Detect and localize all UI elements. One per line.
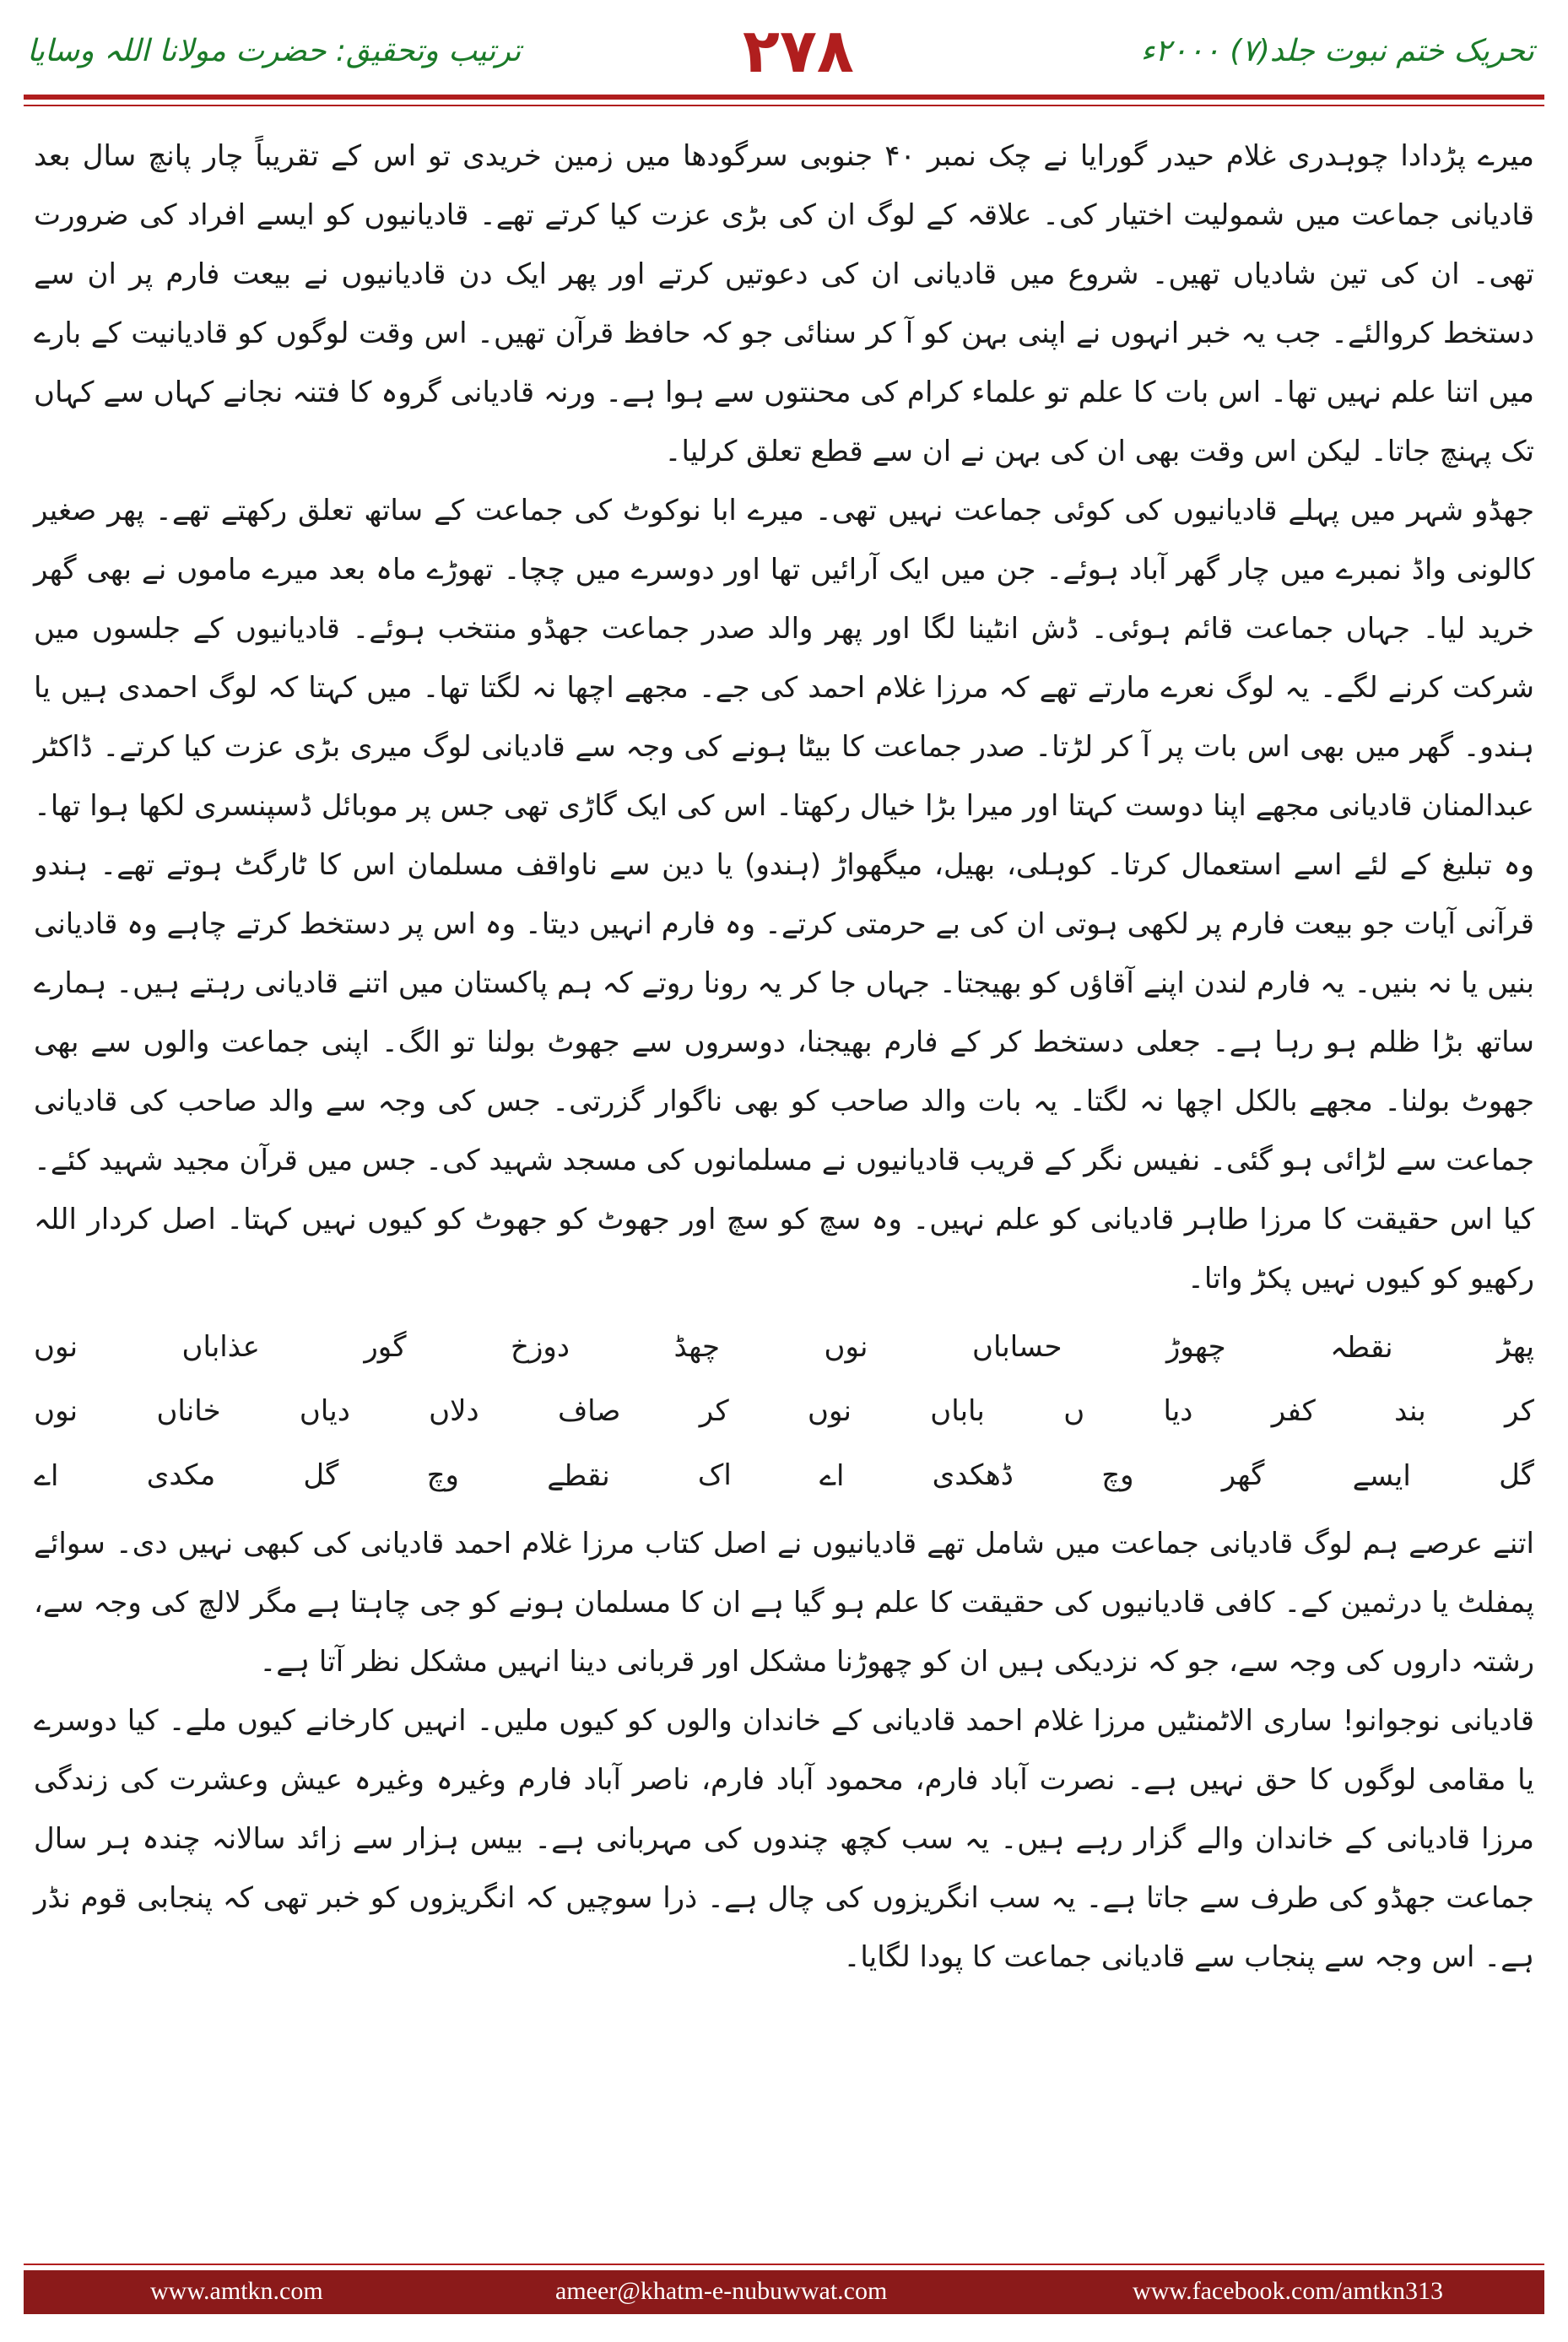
- verse-word: نوں: [34, 1330, 78, 1364]
- verse-word: دیا: [1163, 1394, 1193, 1428]
- verse-word: اک: [697, 1458, 732, 1492]
- verse-word: کر: [1505, 1394, 1534, 1428]
- paragraph-1: میرے پڑدادا چوہدری غلام حیدر گورایا نے چک نمبر ۴۰ جنوبی سرگودھا میں زمین خریدی تو اس کے تقریباً چار پانچ سال بعد قادیانی جماعت میں شمولیت اختیار کی۔ علاقہ کے لوگ ان کی بڑی عزت کیا کرتے تھے۔ قادیانیوں کو ایسے افراد کی ضرورت تھی۔ ان کی تین شادیاں تھیں۔ شروع میں قادیانی ان کی دعوتیں کرتے اور پھر ایک دن قادیانیوں نے بیعت فارم پر ان سے دستخط کروالئے۔ جب یہ خبر انہوں نے اپنی بہن کو آ کر سنائی جو کہ حافظ قرآن تھیں۔ اس وقت لوگوں کو قادیانیت کے بارے میں اتنا علم نہیں تھا۔ اس بات کا علم تو علماء کرام کی محنتوں سے ہوا ہے۔ ورنہ قادیانی گروہ کا فتنہ نجانے کہاں سے کہاں تک پہنچ جاتا۔ لیکن اس وقت بھی ان کی بہن نے ان سے قطع تعلق کرلیا۔: [34, 139, 1535, 468]
- verse-word: وچ: [426, 1458, 459, 1492]
- verse-line-2: [34, 1379, 1534, 1443]
- verse-word: کفر: [1271, 1394, 1316, 1428]
- verse-word: ں: [1063, 1394, 1085, 1428]
- verse-word: نوں: [824, 1330, 868, 1364]
- verse-word: اے: [34, 1458, 59, 1493]
- verse-word: اے: [819, 1458, 845, 1493]
- verse-word: چھڈ: [673, 1330, 720, 1364]
- verse-word: باباں: [930, 1394, 985, 1428]
- verse-word: پھڑ: [1497, 1330, 1534, 1364]
- page-footer: [0, 2264, 1568, 2342]
- verse-word: نوں: [34, 1394, 78, 1428]
- verse-word: چھوڑ: [1165, 1330, 1226, 1364]
- verse-word: وچ: [1101, 1458, 1134, 1492]
- email-link[interactable]: ameer@khatm-e-nubuwwat.com: [555, 2277, 888, 2305]
- verse-word: دلاں: [429, 1394, 479, 1428]
- book-title: تحریک ختم نبوت جلد(۷) ۲۰۰۰ء: [1140, 34, 1534, 68]
- verse-word: کر: [699, 1394, 729, 1428]
- page-number: ۲۷۸: [743, 15, 854, 86]
- facebook-link[interactable]: www.facebook.com/amtkn313: [1133, 2277, 1443, 2305]
- header-rule-thin: [24, 105, 1544, 106]
- verse-word: گل: [1499, 1458, 1534, 1492]
- verse-word: گور: [364, 1330, 407, 1364]
- verse-word: ڈھکدی: [932, 1458, 1014, 1492]
- verse-word: ایسے: [1352, 1458, 1411, 1493]
- verse-word: بند: [1394, 1394, 1426, 1428]
- verse-word: صاف: [557, 1394, 621, 1428]
- header-rule-thick: [24, 95, 1544, 100]
- paragraph-3: اتنے عرصے ہم لوگ قادیانی جماعت میں شامل تھے قادیانیوں نے اصل کتاب مرزا غلام احمد قادیانی کی کبھی نہیں دی۔ سوائے پمفلٹ یا درثمین کے۔ کافی قادیانیوں کی حقیقت کا علم ہو گیا ہے ان کا مسلمان ہونے کو جی چاہتا ہے مگر لالچ کی وجہ سے، رشتہ داروں کی وجہ سے، جو کہ نزدیکی ہیں ان کو چھوڑنا مشکل اور قربانی دینا انہیں مشکل نظر آتا ہے۔: [34, 1527, 1534, 1679]
- footer-rule: [24, 2264, 1544, 2265]
- paragraph-2: جھڈو شہر میں پہلے قادیانیوں کی کوئی جماعت نہیں تھی۔ میرے ابا نوکوٹ کی جماعت کے ساتھ تعلق رکھتے تھے۔ پھر صغیر کالونی واڈ نمبرے میں چار گھر آباد ہوئے۔ جن میں ایک آرائیں تھا اور دوسرے میں چچا۔ تھوڑے ماہ بعد میرے ماموں نے بھی گھر خرید لیا۔ جہاں جماعت قائم ہوئی۔ ڈش انٹینا لگا اور پھر والد صدر جماعت جھڈو منتخب ہوئے۔ قادیانیوں کے جلسوں میں شرکت کرنے لگے۔ یہ لوگ نعرے مارتے تھے کہ مرزا غلام احمد کی جے۔ مجھے اچھا نہ لگتا تھا۔ میں کہتا کہ لوگ احمدی ہیں یا ہندو۔ گھر میں بھی اس بات پر آ کر لڑتا۔ صدر جماعت کا بیٹا ہونے کی وجہ سے قادیانی لوگ میری بڑی عزت کیا کرتے۔ ڈاکٹر عبدالمنان قادیانی مجھے اپنا دوست کہتا اور میرا بڑا خیال رکھتا۔ اس کی ایک گاڑی تھی جس پر موبائل ڈسپنسری لکھا ہوا تھا۔ وہ تبلیغ کے لئے اسے استعمال کرتا۔ کوہلی، بھیل، میگھواڑ (ہندو) یا دین سے ناواقف مسلمان اس کا ٹارگٹ ہوتے تھے۔ ہندو قرآنی آیات جو بیعت فارم پر لکھی ہوتی ان کی بے حرمتی کرتے۔ وہ فارم انہیں دیتا۔ وہ اس پر دستخط کرتے چاہے وہ قادیانی بنیں یا نہ بنیں۔ یہ فارم لندن اپنے آقاؤں کو بھیجتا۔ جہاں جا کر یہ رونا روتے کہ ہم پاکستان میں اتنے قادیانی رہتے ہیں۔ ہمارے ساتھ بڑا ظلم ہو رہا ہے۔ جعلی دستخط کر کے فارم بھیجنا، دوسروں سے جھوٹ بولنا تو الگ۔ اپنی جماعت والوں سے بھی جھوٹ بولنا۔ مجھے بالکل اچھا نہ لگتا۔ یہ بات والد صاحب کو بھی ناگوار گزرتی۔ جس کی وجہ سے والد صاحب کی قادیانی جماعت سے لڑائی ہو گئی۔ نفیس نگر کے قریب قادیانیوں نے مسلمانوں کی مسجد شہید کی۔ جس میں قرآن مجید شہید کئے۔ کیا اس حقیقت کا مرزا طاہر قادیانی کو علم نہیں۔ وہ سچ کو سچ اور جھوٹ کو جھوٹ کو کیوں نہیں کہتا۔ اصل کردار اللہ رکھیو کو کیوں نہیں پکڑ واتا۔: [34, 494, 1535, 1295]
- verse-word: دوزخ: [511, 1330, 570, 1364]
- punjabi-verse: [34, 1315, 1534, 1507]
- verse-word: حساباں: [971, 1330, 1062, 1364]
- verse-word: نقطے: [547, 1458, 610, 1493]
- compiler-credit: ترتیب وتحقیق: حضرت مولانا اللہ وسایا: [27, 34, 522, 68]
- verse-line-3: [34, 1443, 1534, 1507]
- verse-word: عذاباں: [181, 1330, 260, 1364]
- verse-word: دیاں: [299, 1394, 350, 1428]
- page-body: [34, 127, 1534, 1987]
- verse-line-1: [34, 1315, 1534, 1379]
- verse-word: خاناں: [156, 1394, 221, 1428]
- footer-bar: [24, 2270, 1544, 2314]
- paragraph-4: قادیانی نوجوانو! ساری الاٹمنٹیں مرزا غلام احمد قادیانی کے خاندان والوں کو کیوں ملیں۔ انہیں کارخانے کیوں ملے۔ کیا دوسرے یا مقامی لوگوں کا حق نہیں ہے۔ نصرت آباد فارم، محمود آباد فارم، ناصر آباد فارم وغیرہ وغیرہ عیش وعشرت کی زندگی مرزا قادیانی کے خاندان والے گزار رہے ہیں۔ یہ سب کچھ چندوں کی مہربانی ہے۔ بیس ہزار سے زائد سالانہ چندہ ہر سال جماعت جھڈو کی طرف سے جاتا ہے۔ یہ سب انگریزوں کی چال ہے۔ ذرا سوچیں کہ انگریزوں کو خبر تھی کہ پنجابی قوم نڈر ہے۔ اس وجہ سے پنجاب سے قادیانی جماعت کا پودا لگایا۔: [34, 1704, 1534, 1974]
- verse-word: گھر: [1221, 1458, 1265, 1492]
- verse-word: نقطہ: [1330, 1330, 1393, 1365]
- verse-word: مکدی: [146, 1458, 216, 1492]
- verse-word: گل: [303, 1458, 339, 1492]
- page-header: [0, 0, 1568, 127]
- verse-word: نوں: [807, 1394, 852, 1428]
- website-link[interactable]: www.amtkn.com: [150, 2277, 323, 2305]
